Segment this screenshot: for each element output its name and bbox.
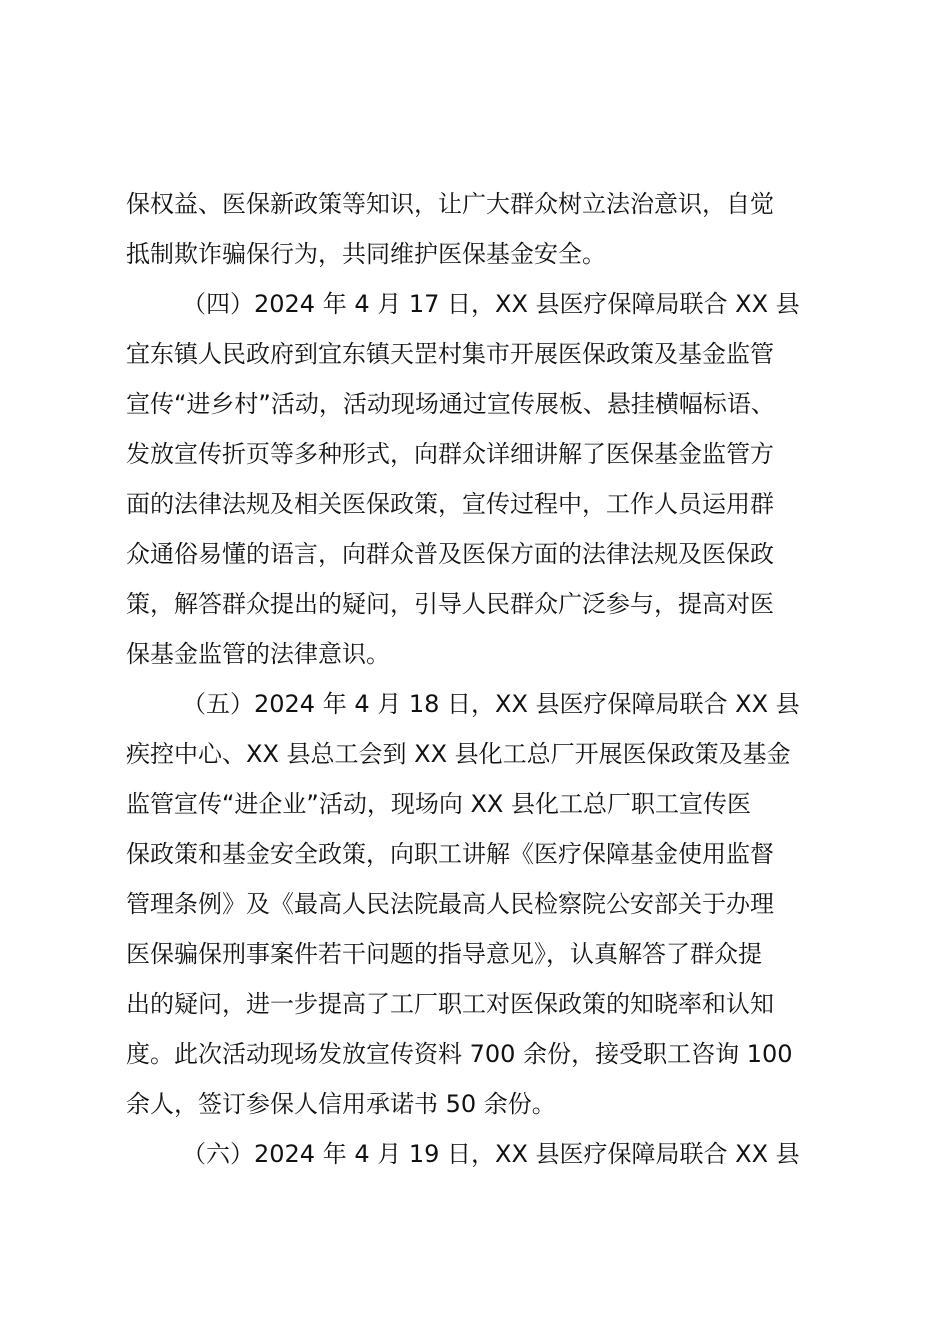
paragraph-section-6 (126, 1129, 832, 1179)
text-line: 保政策和基金安全政策，向职工讲解《医疗保障基金使用监督 (126, 840, 774, 868)
text-line: 宜东镇人民政府到宜东镇天罡村集市开展医保政策及基金监管 (126, 340, 774, 368)
text-line: 策，解答群众提出的疑问，引导人民群众广泛参与，提高对医 (126, 590, 774, 618)
text-line-first: （五）2024 年 4 月 18 日，XX 县医疗保障局联合 XX 县 (182, 690, 800, 718)
text-line: 出的疑问，进一步提高了工厂职工对医保政策的知晓率和认知 (126, 990, 774, 1018)
document-body (126, 179, 832, 1179)
text-line-first: （六）2024 年 4 月 19 日，XX 县医疗保障局联合 XX 县 (182, 1140, 800, 1168)
text-line: 管理条例》及《最高人民法院最高人民检察院公安部关于办理 (126, 890, 774, 918)
text-line: 度。此次活动现场发放宣传资料 700 余份，接受职工咨询 100 (126, 1040, 793, 1068)
text-line: 医保骗保刑事案件若干问题的指导意见》，认真解答了群众提 (126, 940, 762, 968)
text-line: 余人，签订参保人信用承诺书 50 余份。 (126, 1090, 556, 1118)
paragraph-continuation (126, 179, 832, 279)
text-line-first: （四）2024 年 4 月 17 日，XX 县医疗保障局联合 XX 县 (182, 290, 800, 318)
text-line: 抵制欺诈骗保行为，共同维护医保基金安全。 (126, 240, 606, 268)
paragraph-section-5 (126, 679, 832, 1129)
text-line: 面的法律法规及相关医保政策，宣传过程中，工作人员运用群 (126, 490, 774, 518)
text-line: 众通俗易懂的语言，向群众普及医保方面的法律法规及医保政 (126, 540, 774, 568)
text-line: 保基金监管的法律意识。 (126, 640, 390, 668)
text-line: 发放宣传折页等多种形式，向群众详细讲解了医保基金监管方 (126, 440, 774, 468)
text-line: 监管宣传“进企业”活动，现场向 XX 县化工总厂职工宣传医 (126, 790, 752, 818)
text-line: 宣传“进乡村”活动，活动现场通过宣传展板、悬挂横幅标语、 (126, 390, 775, 418)
paragraph-section-4 (126, 279, 832, 679)
text-line: 保权益、医保新政策等知识，让广大群众树立法治意识，自觉 (126, 190, 774, 218)
text-line: 疾控中心、XX 县总工会到 XX 县化工总厂开展医保政策及基金 (126, 740, 791, 768)
